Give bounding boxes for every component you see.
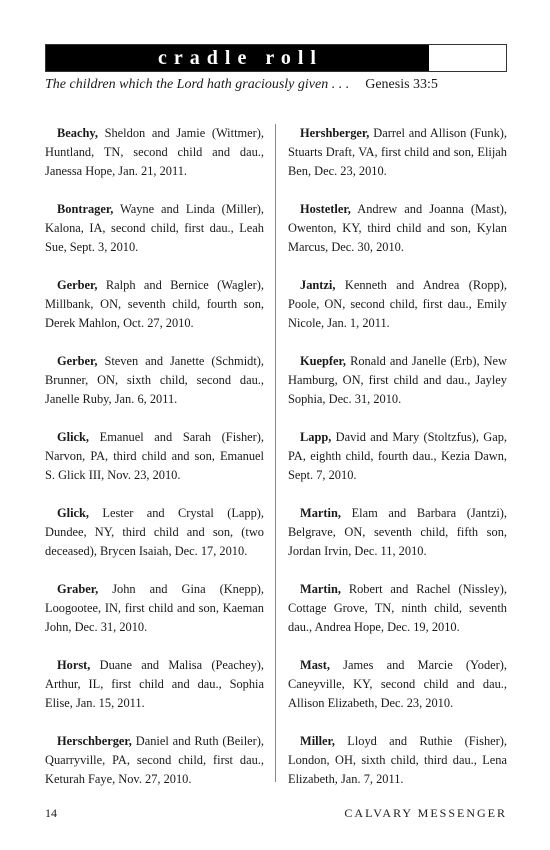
entry-text: John and Gina (Knepp), Loogootee, IN, first child and son, Kaeman John, Dec. 31, 2010. [45,582,264,634]
scripture-quote: The children which the Lord hath graciously given . . . [45,77,350,92]
entry-text: Ralph and Bernice (Wagler), Millbank, ON, seventh child, fourth son, Derek Mahlon, Oct. 27, 2010. [45,278,264,330]
entry-surname: Hostetler, [300,202,351,216]
entry-text: Darrel and Allison (Funk), Stuarts Draft, VA, first child and son, Elijah Ben, Dec. 23, 2010. [288,126,507,178]
birth-entry [45,504,264,561]
entry-text: Duane and Malisa (Peachey), Arthur, IL, first child and dau., Sophia Elise, Jan. 15, 2011. [45,658,264,710]
subtitle [45,77,507,97]
birth-entry [45,352,264,409]
entry-surname: Hershberger, [300,126,370,140]
entry-surname: Gerber, [57,278,98,292]
entry-surname: Jantzi, [300,278,336,292]
birth-entry [288,352,507,409]
entry-surname: Graber, [57,582,99,596]
birth-entry [45,124,264,181]
birth-entry [45,580,264,637]
birth-entry [288,428,507,485]
scripture-reference: Genesis 33:5 [365,77,438,92]
entry-text: Andrew and Joanna (Mast), Owenton, KY, third child and son, Kylan Marcus, Dec. 30, 2010. [288,202,507,254]
right-column [288,124,507,808]
entry-text: David and Mary (Stoltzfus), Gap, PA, eighth child, fourth dau., Kezia Dawn, Sept. 7, 2010. [288,430,507,482]
entry-text: Elam and Barbara (Jantzi), Belgrave, ON, seventh child, fifth son, Jordan Irvin, Dec. 11, 2010. [288,506,507,558]
section-banner [45,44,507,72]
birth-entry [288,200,507,257]
birth-entry [45,200,264,257]
entry-surname: Herschberger, [57,734,132,748]
entry-text: Daniel and Ruth (Beiler), Quarryville, PA, second child, first dau., Keturah Faye, Nov. 27, 2010. [45,734,264,786]
birth-entry [288,580,507,637]
entry-text: Lester and Crystal (Lapp), Dundee, NY, third child and son, (two deceased), Brycen Isaiah, Dec. 17, 2010. [45,506,264,558]
birth-entry [45,732,264,789]
entry-surname: Glick, [57,506,90,520]
entry-surname: Miller, [300,734,335,748]
column-divider [275,124,276,782]
entry-surname: Martin, [300,582,341,596]
entry-text: Robert and Rachel (Nissley), Cottage Grove, TN, ninth child, seventh dau., Andrea Hope, Dec. 19, 2010. [288,582,507,634]
entry-surname: Lapp, [300,430,332,444]
banner-title-block [46,45,429,71]
page-footer [45,806,507,821]
entry-surname: Mast, [300,658,330,672]
birth-entry [45,656,264,713]
entry-surname: Bontrager, [57,202,114,216]
entry-surname: Beachy, [57,126,98,140]
birth-entry [45,276,264,333]
birth-entry [288,124,507,181]
birth-entry [288,276,507,333]
entry-text: Ronald and Janelle (Erb), New Hamburg, ON, first child and dau., Jayley Sophia, Dec. 31, 2010. [288,354,507,406]
left-column [45,124,264,808]
birth-entry [45,428,264,485]
entry-surname: Martin, [300,506,341,520]
entry-surname: Horst, [57,658,91,672]
entry-surname: Kuepfer, [300,354,347,368]
entry-text: Sheldon and Jamie (Wittmer), Huntland, TN, second child and dau., Janessa Hope, Jan. 21, 2011. [45,126,264,178]
entry-text: Emanuel and Sarah (Fisher), Narvon, PA, third child and son, Emanuel S. Glick III, Nov. 23, 2010. [45,430,264,482]
entry-text: James and Marcie (Yoder), Caneyville, KY, second child and dau., Allison Elizabeth, Dec. 23, 2010. [288,658,507,710]
entry-text: Kenneth and Andrea (Ropp), Poole, ON, second child, first dau., Emily Nicole, Jan. 1, 2011. [288,278,507,330]
entry-text: Lloyd and Ruthie (Fisher), London, OH, sixth child, third dau., Lena Elizabeth, Jan. 7, 2011. [288,734,507,786]
entry-text: Steven and Janette (Schmidt), Brunner, ON, sixth child, second dau., Janelle Ruby, Jan. 6, 2011. [45,354,264,406]
birth-entry [288,656,507,713]
entry-surname: Glick, [57,430,90,444]
section-title: cradle roll [158,46,323,69]
entry-text: Wayne and Linda (Miller), Kalona, IA, second child, first dau., Leah Sue, Sept. 3, 2010. [45,202,264,254]
birth-entry [288,504,507,561]
page-number: 14 [45,806,57,820]
publication-title: CALVARY MESSENGER [344,806,507,820]
birth-entry [288,732,507,789]
entry-surname: Gerber, [57,354,98,368]
